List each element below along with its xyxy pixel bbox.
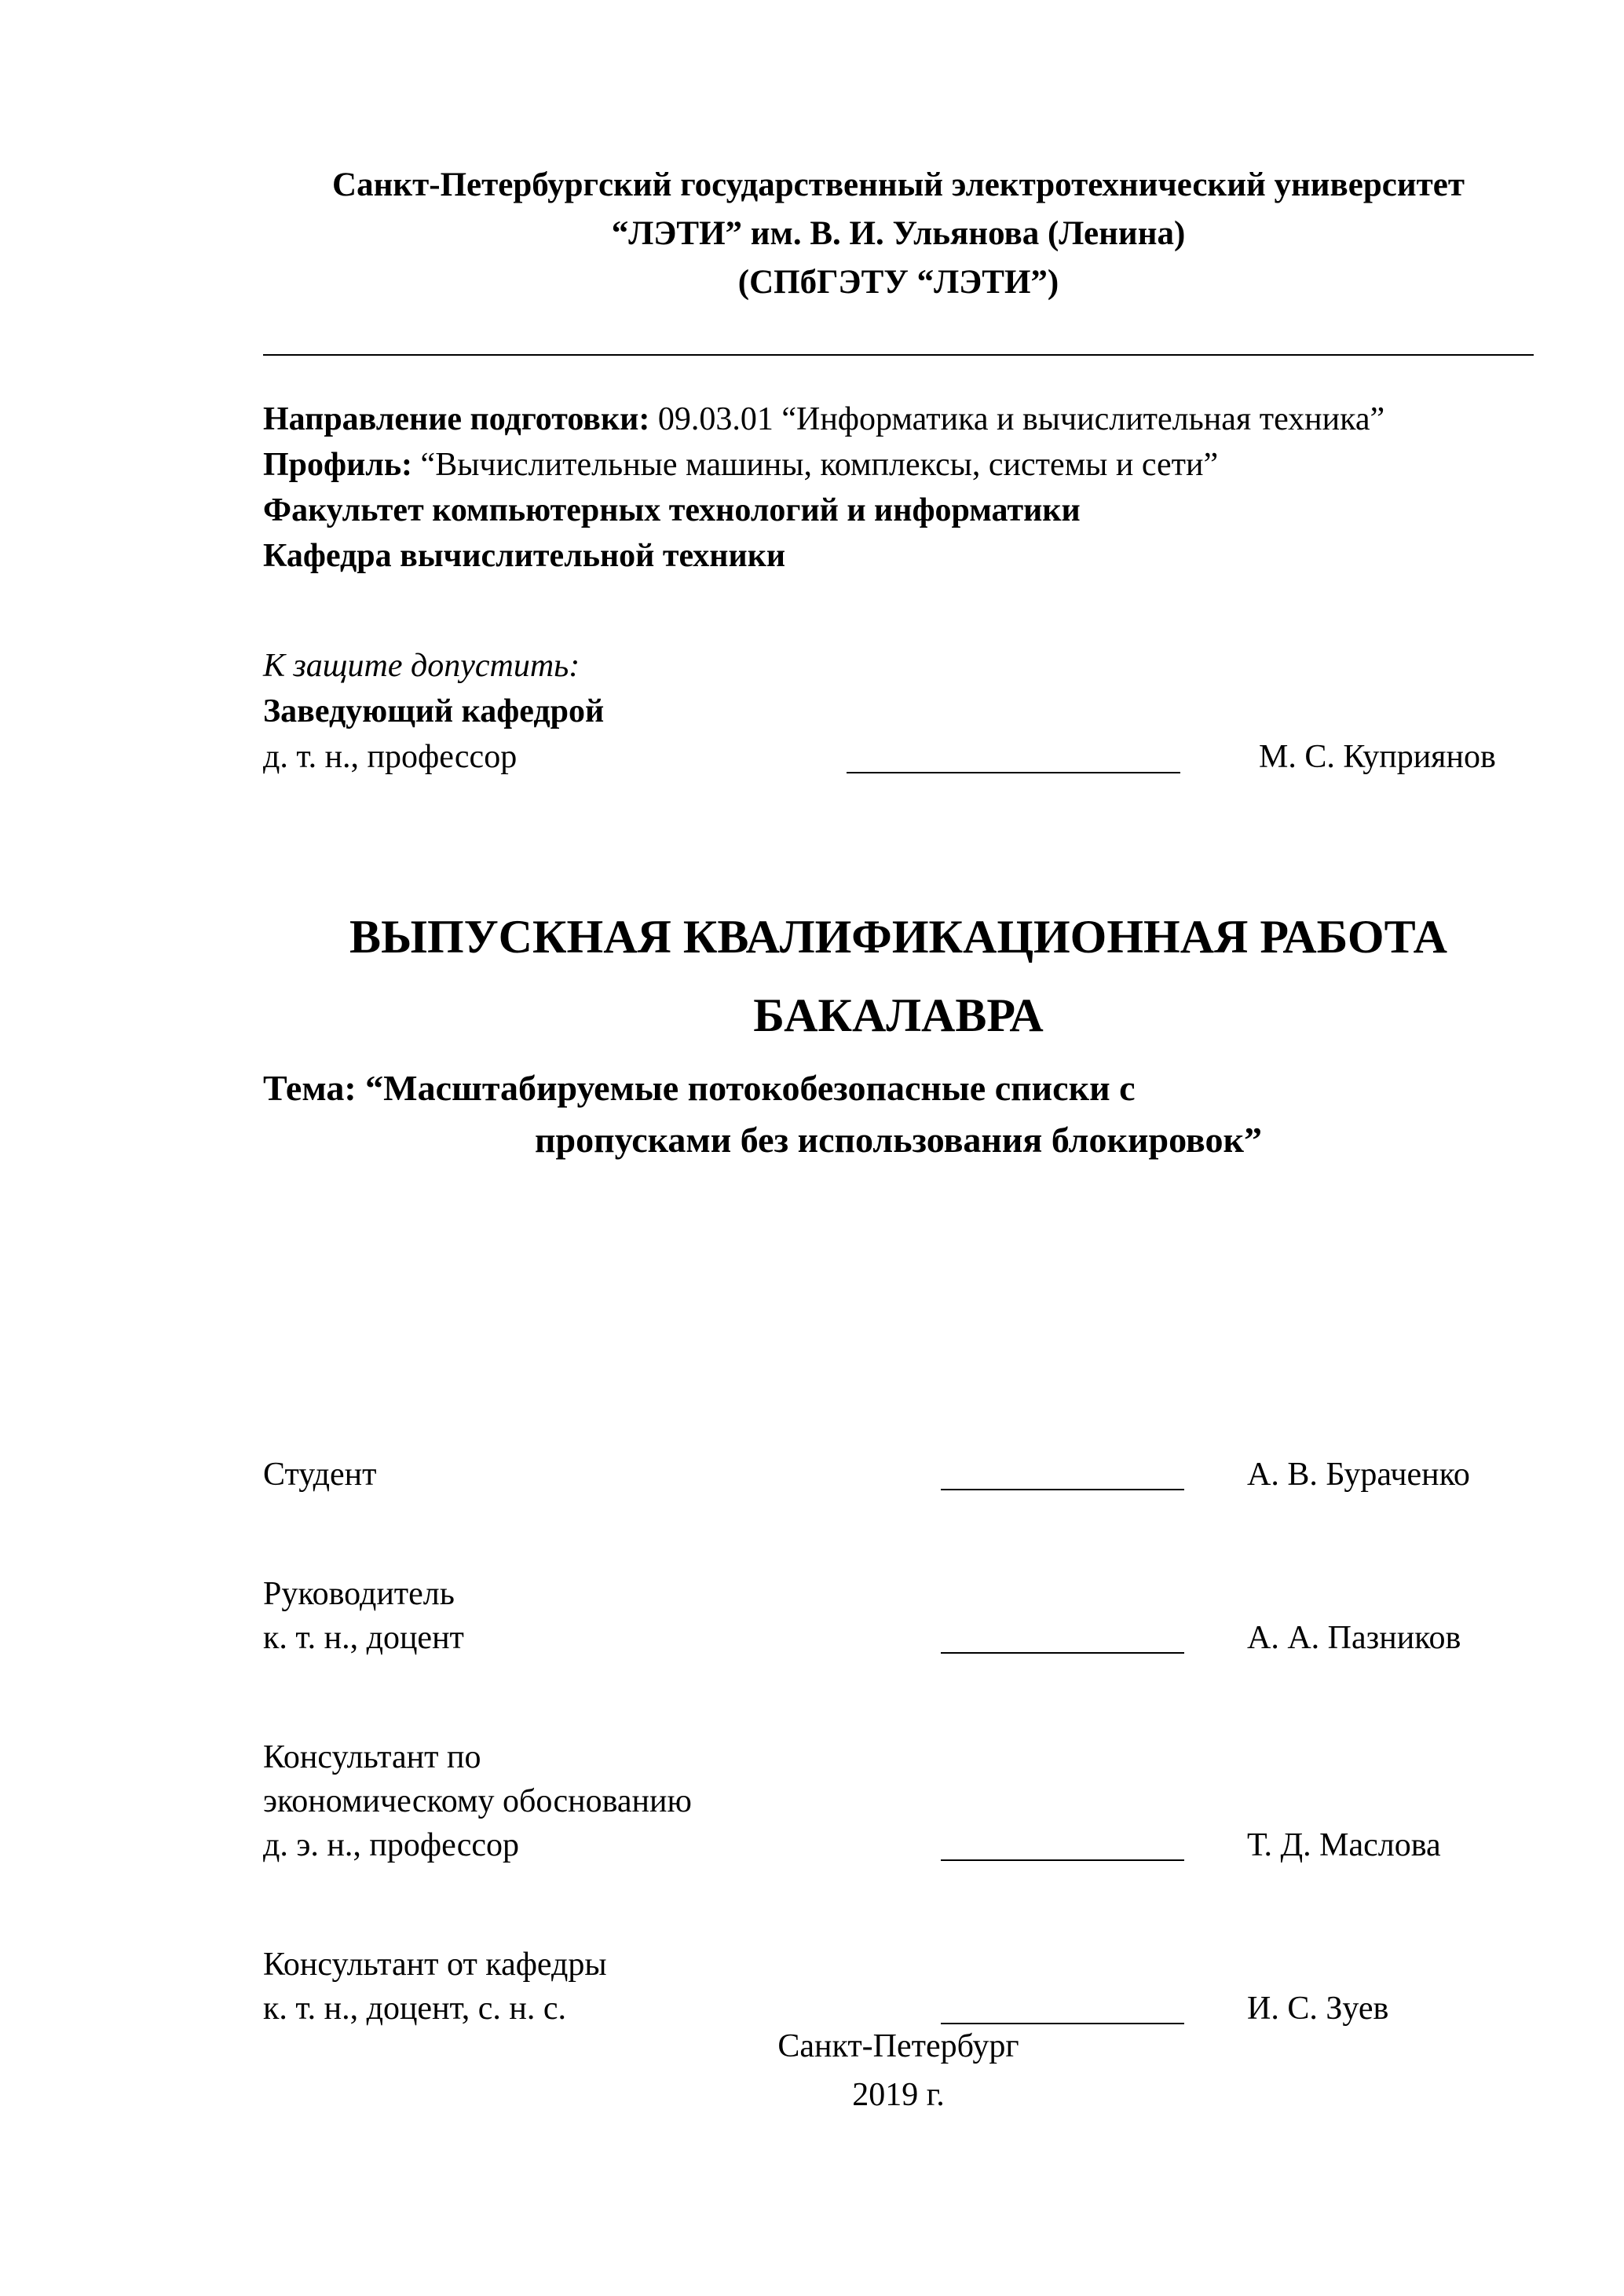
signature-row-student — [263, 1453, 1534, 1497]
topic-line-1: Тема: “Масштабируемые потокобезопасные списки с — [263, 1068, 1136, 1108]
university-header — [263, 161, 1534, 307]
divider-rule — [263, 354, 1534, 356]
signature-row-economics-consultant — [263, 1735, 1534, 1867]
approval-head-degree: д. т. н., профессор — [263, 739, 518, 775]
signature-label: к. т. н., доцент — [263, 1620, 464, 1656]
signature-line — [941, 1479, 1184, 1490]
signature-label: Консультант по — [263, 1739, 481, 1775]
thesis-title-line-2: БАКАЛАВРА — [753, 989, 1044, 1041]
approval-permit: К защите допустить: — [263, 648, 580, 684]
footer-year: 2019 г. — [852, 2077, 945, 2113]
signature-label: Руководитель — [263, 1576, 455, 1612]
profile-label: Профиль: — [263, 447, 413, 483]
signature-name: И. С. Зуев — [1247, 1991, 1389, 2027]
signature-label: Студент — [263, 1457, 377, 1493]
department-line: Кафедра вычислительной техники — [263, 538, 786, 574]
footer-block — [263, 2022, 1534, 2119]
thesis-title-block — [263, 898, 1534, 1166]
signature-name: А. А. Пазников — [1247, 1620, 1461, 1656]
signature-row-department-consultant — [263, 1943, 1534, 2031]
topic-line-2: пропусками без использования блокировок” — [535, 1120, 1262, 1160]
header-line-3: (СПбГЭТУ “ЛЭТИ”) — [737, 264, 1059, 301]
signature-row-supervisor — [263, 1572, 1534, 1660]
signature-label: Консультант от кафедры — [263, 1947, 607, 1983]
thesis-title-line-1: ВЫПУСКНАЯ КВАЛИФИКАЦИОННАЯ РАБОТА — [349, 911, 1447, 963]
profile-value: “Вычислительные машины, комплексы, системы и сети” — [420, 447, 1219, 483]
approval-signature-line — [847, 762, 1180, 773]
direction-line — [263, 397, 1534, 442]
signature-labels — [263, 1943, 941, 2031]
signature-label: д. э. н., профессор — [263, 1827, 520, 1863]
direction-label: Направление подготовки: — [263, 401, 650, 437]
signature-line — [941, 1643, 1184, 1654]
approval-head-name: М. С. Куприянов — [1259, 739, 1496, 775]
signature-labels — [263, 1453, 941, 1497]
approval-head-title: Заведующий кафедрой — [263, 693, 605, 729]
profile-line — [263, 442, 1534, 488]
direction-value: 09.03.01 “Информатика и вычислительная техника” — [657, 401, 1385, 437]
signature-name: А. В. Бураченко — [1247, 1457, 1470, 1493]
thesis-topic — [263, 1062, 1534, 1166]
approval-block — [263, 643, 1534, 780]
faculty-line: Факультет компьютерных технологий и информатики — [263, 492, 1081, 528]
signature-line — [941, 1850, 1184, 1861]
signature-labels — [263, 1572, 941, 1660]
header-line-2: “ЛЭТИ” им. В. И. Ульянова (Ленина) — [611, 215, 1186, 252]
signature-label: к. т. н., доцент, с. н. с. — [263, 1991, 566, 2027]
footer-city: Санкт-Петербург — [777, 2028, 1019, 2064]
signatures-section — [263, 1453, 1534, 2031]
signature-label: экономическому обоснованию — [263, 1783, 692, 1819]
approval-signature-row — [263, 734, 1534, 780]
signature-name: Т. Д. Маслова — [1247, 1827, 1441, 1863]
program-info — [263, 397, 1534, 579]
signature-labels — [263, 1735, 941, 1867]
header-line-1: Санкт-Петербургский государственный электротехнический университет — [332, 166, 1465, 203]
